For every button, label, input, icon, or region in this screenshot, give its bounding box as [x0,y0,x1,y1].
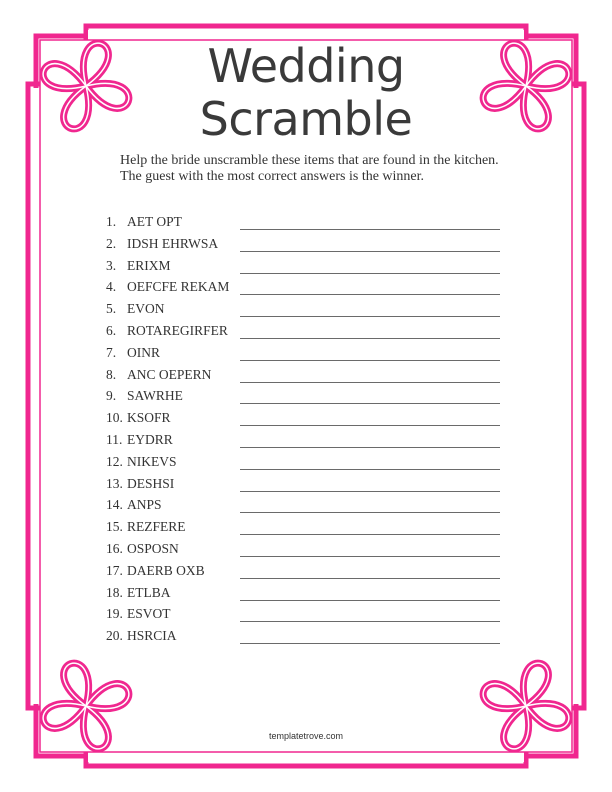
list-item [0,604,612,626]
answer-line[interactable] [240,338,500,339]
answer-line[interactable] [240,229,500,230]
scrambled-word: OSPOSN [127,541,179,556]
list-item [0,256,612,278]
answer-line[interactable] [240,273,500,274]
list-item [0,299,612,321]
scrambled-word: OINR [127,344,160,360]
list-item [0,517,612,539]
item-number: 6. [106,323,117,338]
list-item [0,321,612,343]
item-number: 12. [106,453,123,469]
answer-line[interactable] [240,621,500,622]
item-number: 4. [106,279,117,295]
instructions-text: Help the bride unscramble these items that are found in the kitchen. The guest with the most correct answers is the winner. [120,153,499,184]
scrambled-word: DESHSI [127,475,175,491]
scrambled-word: DAERB OXB [127,562,205,578]
list-item [0,386,612,408]
item-number: 11. [106,432,123,447]
scrambled-word: NIKEVS [127,453,177,469]
scrambled-word: ERIXM [127,257,171,273]
item-number: 3. [106,257,117,273]
item-number: 20. [106,628,123,644]
list-item [0,408,612,430]
page-title-line1: Wedding [207,39,405,93]
answer-line[interactable] [240,403,500,404]
answer-line[interactable] [240,382,500,383]
item-number: 16. [106,541,123,556]
item-number: 7. [106,344,117,360]
answer-line[interactable] [240,447,500,448]
scrambled-word: ROTAREGIRFER [127,323,228,338]
scrambled-word: IDSH EHRWSA [127,235,219,251]
answer-line[interactable] [240,578,500,579]
answer-line[interactable] [240,316,500,317]
list-item [0,474,612,496]
item-number: 17. [106,562,123,578]
scrambled-word: REZFERE [127,519,186,535]
item-number: 15. [106,519,123,535]
scrambled-word: AET OPT [127,214,182,229]
answer-line[interactable] [240,600,500,601]
item-number: 2. [106,235,117,251]
item-number: 1. [106,214,117,229]
scrambled-word: ANC OEPERN [127,366,212,382]
item-number: 18. [106,584,123,600]
answer-line[interactable] [240,556,500,557]
answer-line[interactable] [240,534,500,535]
answer-line[interactable] [240,294,500,295]
list-item [0,234,612,256]
answer-line[interactable] [240,425,500,426]
scrambled-word: SAWRHE [127,388,183,404]
answer-line[interactable] [240,469,500,470]
scrambled-word: HSRCIA [127,628,177,644]
item-number: 14. [106,497,123,513]
list-item [0,430,612,452]
answer-line[interactable] [240,360,500,361]
item-number: 9. [106,388,117,404]
list-item [0,365,612,387]
page-title-line2: Scramble [199,92,413,146]
item-number: 13. [106,475,123,491]
scrambled-word: ETLBA [127,584,171,600]
item-number: 19. [106,606,123,622]
list-item [0,583,612,605]
item-number: 10. [106,410,123,426]
list-item [0,626,612,648]
scrambled-word: ESVOT [127,606,171,622]
answer-line[interactable] [240,643,500,644]
item-number: 8. [106,366,117,382]
footer-source: templatetrove.com [268,731,344,741]
scrambled-word: EYDRR [127,432,173,447]
answer-line[interactable] [240,491,500,492]
list-item [0,539,612,561]
scrambled-word: OEFCFE REKAM [127,279,230,295]
list-item [0,212,612,234]
scrambled-word: ANPS [127,497,162,513]
list-item [0,495,612,517]
list-item [0,277,612,299]
answer-line[interactable] [240,251,500,252]
answer-line[interactable] [240,512,500,513]
scrambled-word: KSOFR [127,410,171,426]
list-item [0,452,612,474]
scrambled-word: EVON [127,301,165,317]
list-item [0,343,612,365]
list-item [0,561,612,583]
item-number: 5. [106,301,117,317]
